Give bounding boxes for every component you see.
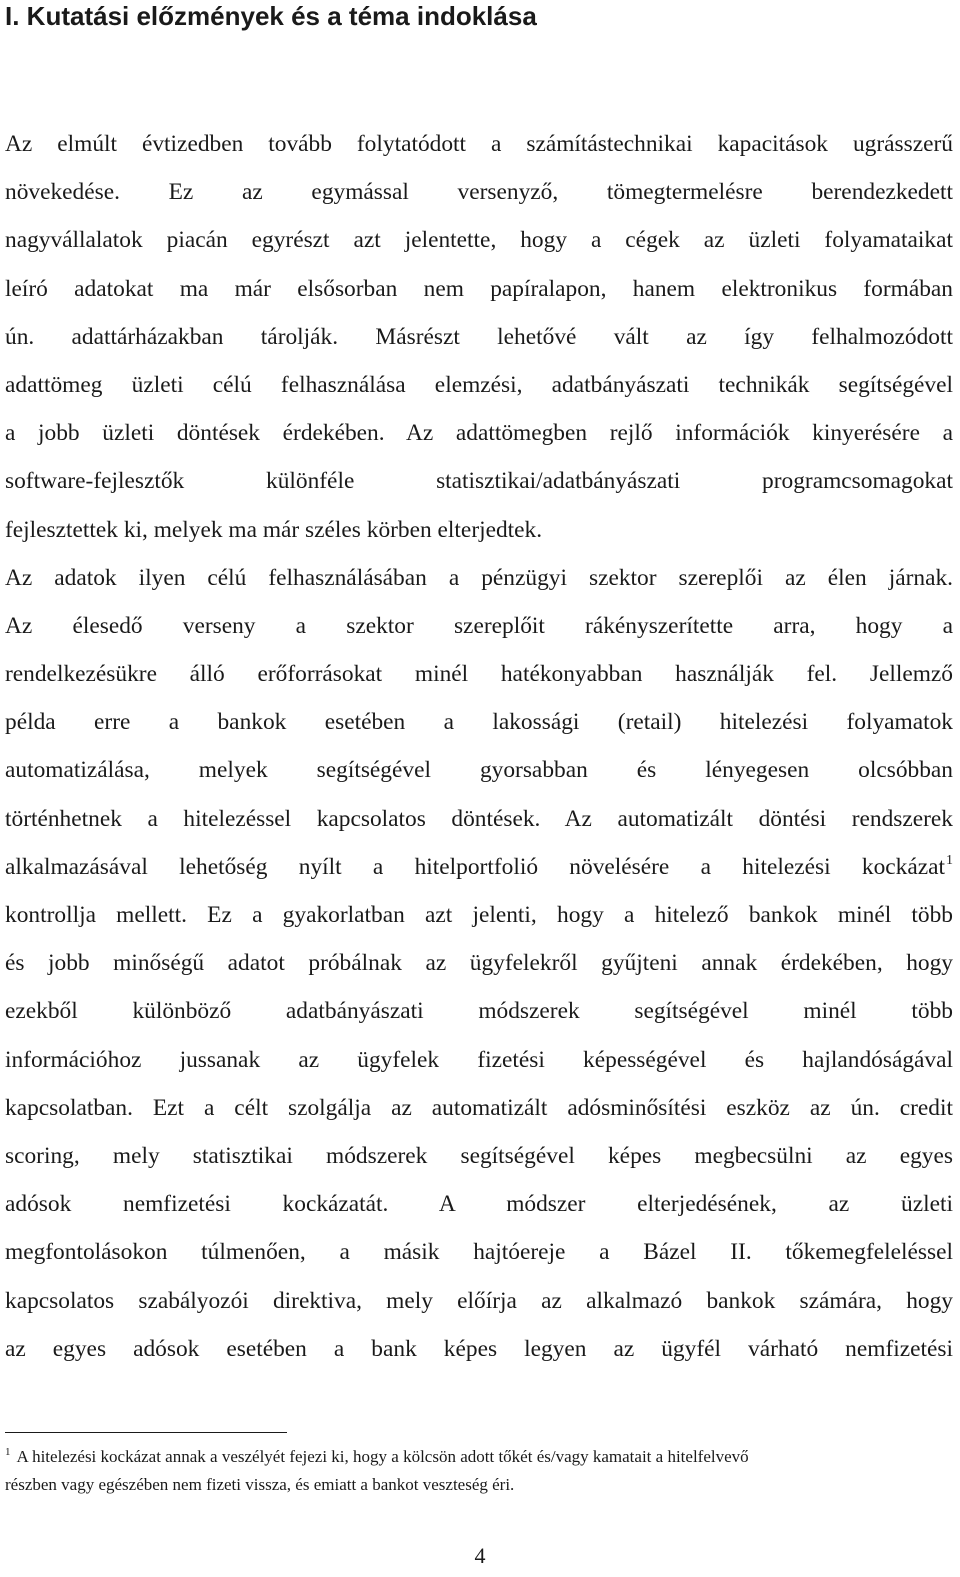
body-line: információhoz jussanak az ügyfelek fizetési képességével és hajlandóságával — [5, 1046, 953, 1073]
body-line: nagyvállalatok piacán egyrészt azt jelentette, hogy a cégek az üzleti folyamataikat — [5, 227, 953, 254]
body-line: software-fejlesztők különféle statisztikai/adatbányászati programcsomagokat — [5, 468, 953, 495]
body-text — [5, 120, 953, 1373]
body-line: leíró adatokat ma már elsősorban nem papíralapon, hanem elektronikus formában — [5, 275, 953, 302]
footnote-text: A hitelezési kockázat annak a veszélyét fejezi ki, hogy a kölcsön adott tőkét és/vagy kamatait a hitelfelvevő — [16, 1447, 749, 1466]
body-line: kontrollja mellett. Ez a gyakorlatban azt jelenti, hogy a hitelező bankok minél több — [5, 902, 953, 928]
body-line-with-footnote-ref — [5, 843, 953, 891]
body-line: növekedése. Ez az egymással versenyző, tömegtermelésre berendezkedett — [5, 179, 953, 206]
page-number: 4 — [474, 1543, 486, 1568]
footnote-marker: 1 — [5, 1446, 11, 1458]
body-line: a jobb üzleti döntések érdekében. Az adattömegben rejlő információk kinyerésére a — [5, 420, 953, 447]
body-line: megfontolásokon túlmenően, a másik hajtóereje a Bázel II. tőkemegfeleléssel — [5, 1239, 953, 1266]
body-line: Az elmúlt évtizedben tovább folytatódott a számítástechnikai kapacitások ugrásszerű — [5, 131, 953, 157]
body-line: Az élesedő verseny a szektor szereplőit rákényszerítette arra, hogy a — [5, 612, 953, 639]
footnote-line: részben vagy egészében nem fizeti vissza, és emiatt a bankot veszteség éri. — [5, 1475, 515, 1494]
body-line: Az adatok ilyen célú felhasználásában a pénzügyi szektor szereplői az élen járnak. — [5, 564, 953, 591]
footnote — [5, 1444, 953, 1497]
body-line: adattömeg üzleti célú felhasználása elemzési, adatbányászati technikák segítségével — [5, 371, 953, 398]
body-line-text: alkalmazásával lehetőség nyílt a hitelportfolió növelésére a hitelezési kockázat — [5, 853, 945, 880]
body-line: példa erre a bankok esetében a lakossági (retail) hitelezési folyamatok — [5, 709, 953, 736]
footnote-line — [5, 1444, 953, 1472]
body-line: fejlesztettek ki, melyek ma már széles körben elterjedtek. — [5, 516, 543, 543]
section-heading: I. Kutatási előzmények és a téma indoklása — [5, 1, 537, 31]
body-line: történhetnek a hitelezéssel kapcsolatos döntések. Az automatizált döntési rendszerek — [5, 805, 953, 832]
body-line: és jobb minőségű adatot próbálnak az ügyfelekről gyűjteni annak érdekében, hogy — [5, 950, 953, 977]
footnote-reference: 1 — [946, 852, 953, 868]
body-line: ún. adattárházakban tárolják. Másrészt lehetővé vált az így felhalmozódott — [5, 323, 953, 350]
body-line: rendelkezésükre álló erőforrásokat minél hatékonyabban használják fel. Jellemző — [5, 661, 953, 688]
body-line: adósok nemfizetési kockázatát. A módszer elterjedésének, az üzleti — [5, 1191, 953, 1218]
body-line: kapcsolatos szabályozói direktiva, mely előírja az alkalmazó bankok számára, hogy — [5, 1287, 953, 1314]
body-line: scoring, mely statisztikai módszerek segítségével képes megbecsülni az egyes — [5, 1142, 953, 1169]
body-line: az egyes adósok esetében a bank képes legyen az ügyfél várható nemfizetési — [5, 1335, 953, 1362]
body-line: automatizálása, melyek segítségével gyorsabban és lényegesen olcsóbban — [5, 757, 953, 784]
footnote-separator — [5, 1432, 287, 1433]
body-line: ezekből különböző adatbányászati módszerek segítségével minél több — [5, 998, 953, 1025]
body-line: kapcsolatban. Ezt a célt szolgálja az automatizált adósminősítési eszköz az ún. credit — [5, 1094, 953, 1121]
